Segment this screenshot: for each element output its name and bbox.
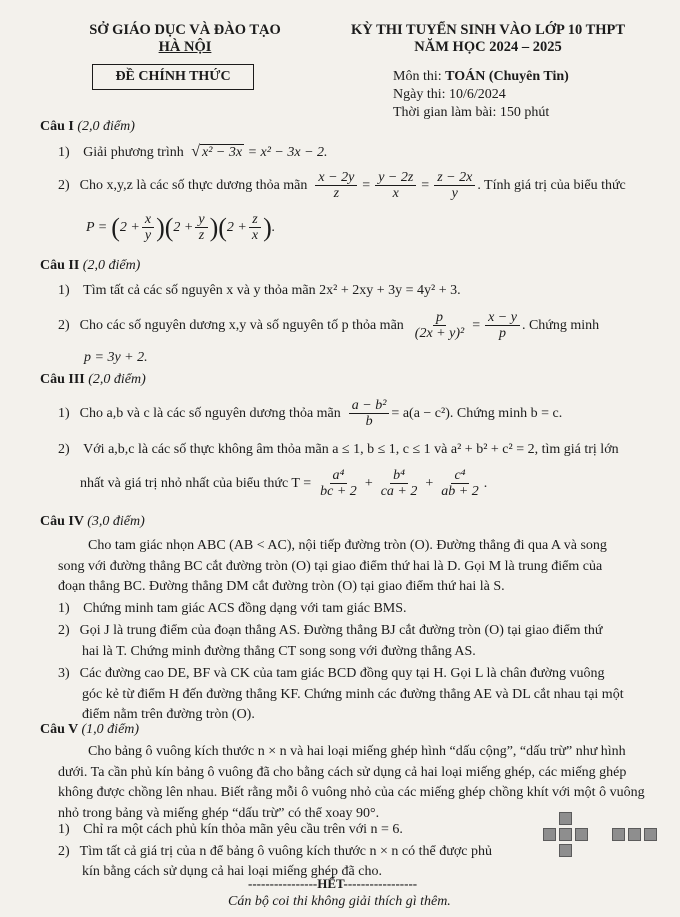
expression-P: P = ( 2 + $\frac{x}{y}$ )( 2 + $\frac{y}{z}$ )( 2 + $\frac{z}{x}$ ) . (86, 212, 276, 243)
exam-info (393, 68, 569, 122)
question-5-2: 2) Tìm tất cả giá trị của n để bảng ô vuông kích thước n × n có thể được phủ kín bằng cách sử dụng cả hai loại miếng ghép đã cho. (58, 844, 492, 879)
section-2-title: Câu II (2,0 điểm) (40, 258, 141, 273)
exam-header (338, 22, 638, 56)
question-2-1: 1) Tìm tất cả các số nguyên x và y thỏa mãn 2x² + 2xy + 3y = 4y² + 3. (58, 283, 461, 298)
fraction: $\frac{x - 2y}{z}$ (315, 170, 357, 201)
question-1-1: 1) Giải phương trình √ x² − 3x = x² − 3x − 2. (58, 143, 328, 160)
subject-line: Môn thi: TOÁN (Chuyên Tin) (393, 69, 569, 84)
section-4-title: Câu IV (3,0 điểm) (40, 514, 145, 529)
fraction: $\frac{\text{c⁴}}{ab + 2}$ (441, 468, 479, 499)
department-line-1: SỞ GIÁO DỤC VÀ ĐÀO TẠO (89, 22, 281, 38)
end-marker: ----------------HẾT----------------- (248, 876, 418, 891)
section-3-title: Câu III (2,0 điểm) (40, 372, 146, 387)
exam-line-1: KỲ THI TUYỂN SINH VÀO LỚP 10 THPT (350, 22, 626, 38)
section-5-title: Câu V (1,0 điểm) (40, 722, 140, 737)
question-4-intro: Cho tam giác nhọn ABC (AB < AC), nội tiếp đường tròn (O). Đường thẳng đi qua A và song song với đường thẳng BC cắt đường tròn (O) tại giao điểm thứ hai là D. Gọi M là trung điểm của đoạn thẳng BC. Đường thẳng DM cắt đường tròn (O) tại giao điểm thứ hai là S. (58, 538, 607, 594)
question-4-2: 2) Gọi J là trung điểm của đoạn thẳng AS. Đường thẳng BJ cắt đường tròn (O) tại giao điểm thứ hai là T. Chứng minh đường thẳng CT song song với đường thẳng AS. (58, 623, 603, 659)
fraction: $\frac{\text{a⁴}}{bc + 2}$ (320, 468, 357, 499)
question-3-2: 2) Với a,b,c là các số thực không âm thỏa mãn a ≤ 1, b ≤ 1, c ≤ 1 và a² + b² + c² = 2, tìm giá trị lớn (58, 442, 619, 457)
exam-line-2: NĂM HỌC 2024 – 2025 (414, 39, 562, 55)
question-3-1: 1) Cho a,b và c là các số nguyên dương thỏa mãn $\frac{\text{a − b²}}{b}$ = a(a − c²). Chứng minh b = c. (58, 398, 563, 429)
official-exam-box: ĐỀ CHÍNH THỨC (92, 64, 254, 90)
question-5-1: 1) Chỉ ra một cách phủ kín thỏa mãn yêu cầu trên với n = 6. (58, 822, 403, 837)
question-5-intro: Cho bảng ô vuông kích thước n × n và hai loại miếng ghép hình “dấu cộng”, “dấu trừ” như hình dưới. Ta cần phủ kín bảng ô vuông đã cho bằng cách sử dụng cả hai loại miếng ghép, các miếng ghép không được chồng lên nhau. Biết rằng mỗi ô vuông nhỏ của các miếng ghép chồng khít với một ô vuông nhỏ trong bảng và miếng ghép “dấu trừ” có thể xoay 90°. (58, 744, 645, 821)
fraction: $\frac{y - 2z}{x}$ (375, 170, 416, 201)
question-2-2-conclusion: p = 3y + 2. (84, 350, 148, 365)
question-4-3: 3) Các đường cao DE, BF và CK của tam giác BCD đồng quy tại H. Gọi L là chân đường vuông góc kẻ từ điểm H đến đường thẳng KF. Chứng minh các đường thẳng AE và DL cắt nhau tại một điểm nằm trên đường tròn (O). (58, 666, 624, 722)
plus-piece-figure (543, 812, 591, 860)
minus-piece-figure (612, 828, 660, 844)
fraction: $\frac{p}{\text{(2x + y)²}}$ (414, 310, 465, 341)
question-2-2: 2) Cho các số nguyên dương x,y và số nguyên tố p thỏa mãn $\frac{p}{\text{(2x + y)²}}$ = $\frac{x - y}{p}$ . Chứng minh (58, 310, 600, 341)
question-3-2-line2: nhất và giá trị nhỏ nhất của biểu thức T = $\frac{\text{a⁴}}{bc + 2}$ + $\frac{\text{b⁴}}{ca + 2}$ + $\frac{\text{c⁴}}{ab + 2}$ . (80, 468, 488, 499)
question-4-1: 1) Chứng minh tam giác ACS đồng dạng với tam giác BMS. (58, 601, 407, 616)
department-header (70, 22, 300, 56)
sqrt-expression: √ x² − 3x (191, 143, 243, 160)
fraction: $\frac{\text{a − b²}}{b}$ (349, 398, 390, 429)
exam-date: Ngày thi: 10/6/2024 (393, 87, 506, 102)
item-number: 1) (58, 145, 70, 160)
subject-value: TOÁN (Chuyên Tin) (445, 69, 569, 84)
fraction: $\frac{x - y}{p}$ (485, 310, 520, 341)
question-1-2: 2) Cho x,y,z là các số thực dương thỏa mãn $\frac{x - 2y}{z}$ = $\frac{y - 2z}{x}$ = $\frac{z - 2x}{y}$ . Tính giá trị của biểu thức (58, 170, 626, 201)
department-line-2: HÀ NỘI (158, 39, 212, 55)
footer-note: Cán bộ coi thi không giải thích gì thêm. (228, 894, 451, 909)
fraction: $\frac{z - 2x}{y}$ (434, 170, 475, 201)
section-1-title: Câu I (2,0 điểm) (40, 119, 135, 134)
fraction: $\frac{\text{b⁴}}{ca + 2}$ (380, 468, 418, 499)
exam-duration: Thời gian làm bài: 150 phút (393, 105, 550, 120)
